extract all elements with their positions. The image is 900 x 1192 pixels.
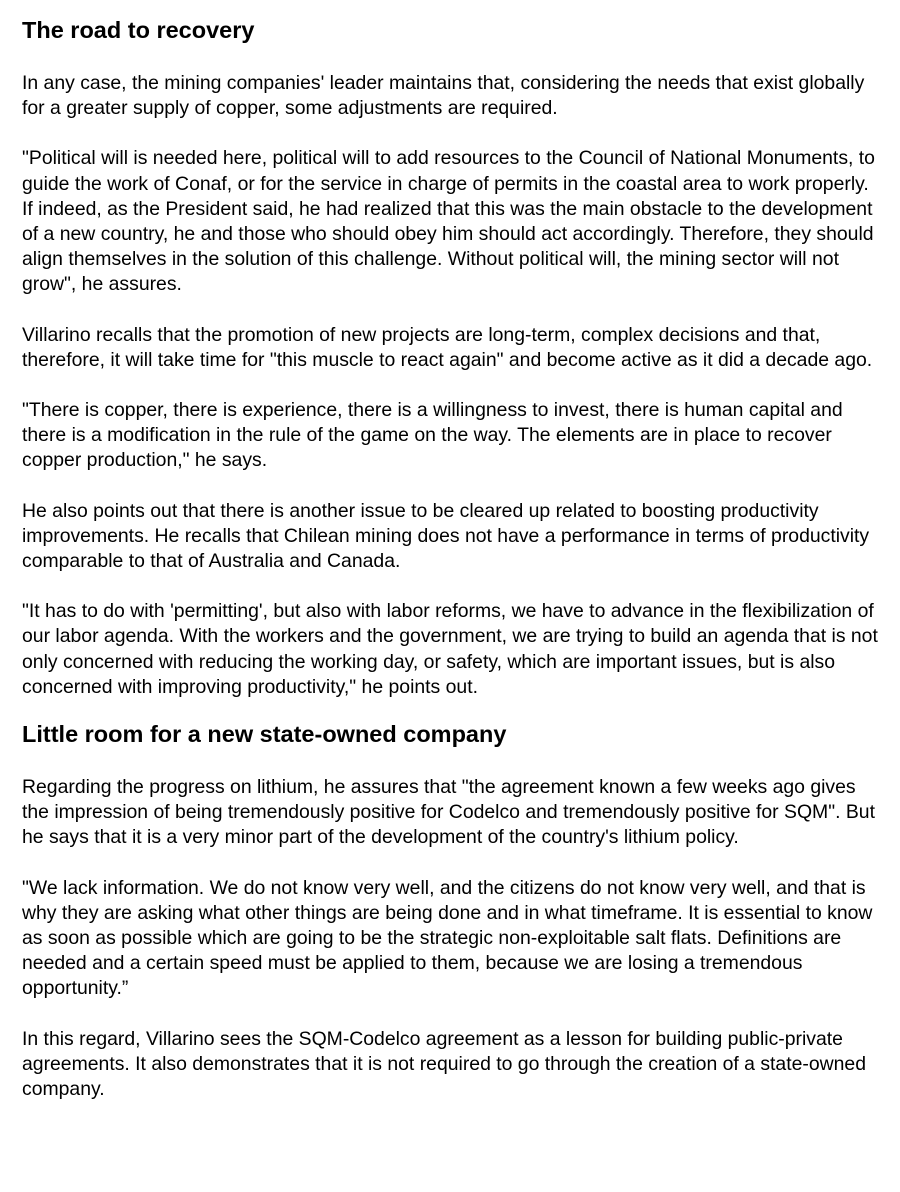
paragraph: "There is copper, there is experience, there is a willingness to invest, there is human capital and there is a modification in the rule of the game on the way. The elements are in place to recover copper production," he says. [22,399,843,472]
paragraph: Regarding the progress on lithium, he assures that "the agreement known a few weeks ago gives the impression of being tremendously positive for Codelco and tremendously positive for SQM". But he says that it is a very minor part of the development of the country's lithium policy. [22,776,875,849]
section-heading: Little room for a new state-owned company [22,721,507,748]
paragraph: "We lack information. We do not know very well, and the citizens do not know very well, and that is why they are asking what other things are being done and in what timeframe. It is essential to know as soon as possible which are going to be the strategic non-exploitable salt flats. Definitions are needed and a certain speed must be applied to them, because we are losing a tremendous opportunity.” [22,876,873,1000]
paragraph: He also points out that there is another issue to be cleared up related to boosting productivity improvements. He recalls that Chilean mining does not have a performance in terms of productivity comparable to that of Australia and Canada. [22,499,870,573]
paragraph: Villarino recalls that the promotion of new projects are long-term, complex decisions and that, therefore, it will take time for "this muscle to react again" and become active as it did a decade ago. [22,323,873,371]
paragraph: In this regard, Villarino sees the SQM-Codelco agreement as a lesson for building public-private agreements. It also demonstrates that it is not required to go through the creation of a state-owned company. [22,1027,866,1101]
section-heading: The road to recovery [22,17,255,43]
paragraph: "It has to do with 'permitting', but also with labor reforms, we have to advance in the flexibilization of our labor agenda. With the workers and the government, we are trying to build an agenda that is not only concerned with reducing the working day, or safety, which are important issues, but is also concerned with improving productivity," he points out. [22,600,878,698]
paragraph: In any case, the mining companies' leader maintains that, considering the needs that exist globally for a greater supply of copper, some adjustments are required. [22,72,865,120]
section-state-owned-company [22,718,900,1102]
paragraph: "Political will is needed here, political will to add resources to the Council of National Monuments, to guide the work of Conaf, or for the service in charge of permits in the coastal area to work properly. If indeed, as the President said, he had realized that this was the main obstacle to the development of a new country, he and those who should obey him should act accordingly. Therefore, they should align themselves in the solution of this challenge. Without political will, the mining sector will not grow", he assures. [22,147,875,296]
section-road-to-recovery [22,14,900,700]
